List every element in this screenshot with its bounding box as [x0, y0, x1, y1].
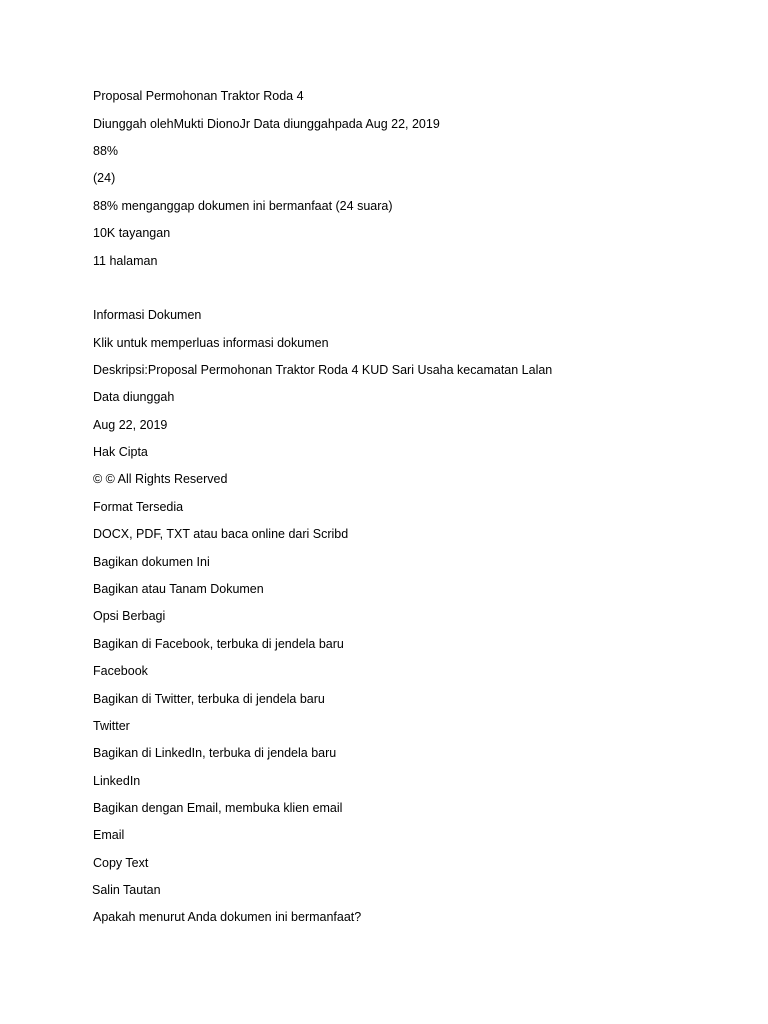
- helpful-question: Apakah menurut Anda dokumen ini bermanfaat?: [93, 910, 362, 924]
- rating-count: (24): [93, 171, 116, 185]
- document-title: Proposal Permohonan Traktor Roda 4: [93, 89, 304, 103]
- description: Deskripsi:Proposal Permohonan Traktor Roda 4 KUD Sari Usaha kecamatan Lalan: [93, 363, 553, 377]
- share-linkedin-desc: Bagikan di LinkedIn, terbuka di jendela baru: [93, 746, 337, 760]
- copyright-value: © © All Rights Reserved: [93, 472, 228, 486]
- share-email-desc: Bagikan dengan Email, membuka klien email: [93, 801, 343, 815]
- copy-link-label: Salin Tautan: [92, 883, 161, 897]
- page-count: 11 halaman: [93, 254, 158, 268]
- upload-date-value: Aug 22, 2019: [93, 418, 168, 432]
- share-embed-label: Bagikan atau Tanam Dokumen: [93, 582, 264, 596]
- share-twitter-desc: Bagikan di Twitter, terbuka di jendela baru: [93, 692, 325, 706]
- expand-info-link: Klik untuk memperluas informasi dokumen: [93, 336, 329, 350]
- linkedin-label: LinkedIn: [93, 774, 141, 788]
- upload-info: Diunggah olehMukti DionoJr Data diunggahpada Aug 22, 2019: [93, 117, 440, 131]
- upload-date-label: Data diunggah: [93, 390, 175, 404]
- twitter-label: Twitter: [93, 719, 130, 733]
- views-count: 10K tayangan: [93, 226, 171, 240]
- share-doc-label: Bagikan dokumen Ini: [93, 555, 210, 569]
- rating-summary: 88% menganggap dokumen ini bermanfaat (24 suara): [93, 199, 393, 213]
- info-heading: Informasi Dokumen: [93, 308, 202, 322]
- formats-value: DOCX, PDF, TXT atau baca online dari Scribd: [93, 527, 349, 541]
- facebook-label: Facebook: [93, 664, 148, 678]
- copy-text-label: Copy Text: [93, 856, 149, 870]
- formats-label: Format Tersedia: [93, 500, 184, 514]
- email-label: Email: [93, 828, 125, 842]
- share-options-label: Opsi Berbagi: [93, 609, 166, 623]
- rating-percent: 88%: [93, 144, 119, 158]
- copyright-label: Hak Cipta: [93, 445, 148, 459]
- share-facebook-desc: Bagikan di Facebook, terbuka di jendela baru: [93, 637, 344, 651]
